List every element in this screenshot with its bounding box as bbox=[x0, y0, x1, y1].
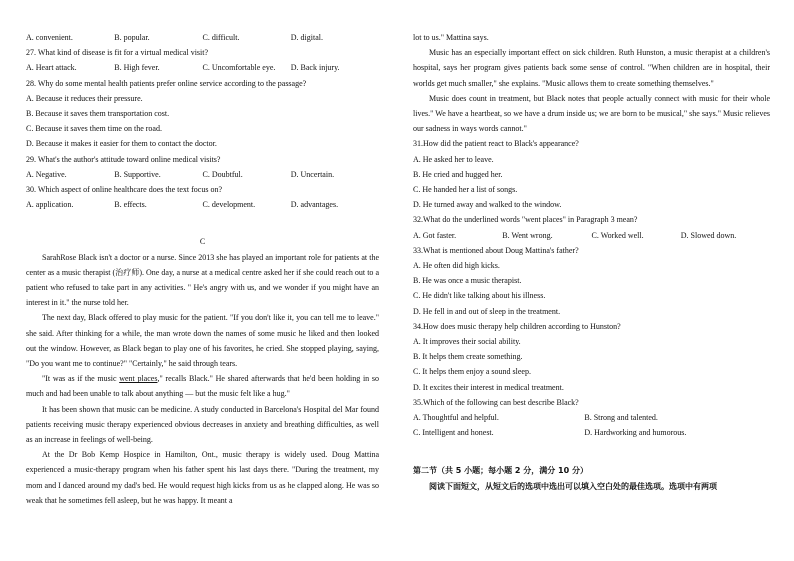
q35-options-row-1 bbox=[413, 410, 770, 425]
q35-option-a[interactable]: A. Thoughtful and helpful. bbox=[413, 413, 499, 423]
section-letter: C bbox=[199, 237, 206, 247]
q33-option-c[interactable]: C. He didn't like talking about his illness. bbox=[413, 291, 546, 301]
passage-paragraph-7: Music does count in treatment, but Black notes that people actually connect with music for their whole lives." We have a heartbeat, so we have a drum inside us; we are born to be musical," she says." Music relieves our sadness in ways words cannot." bbox=[413, 93, 770, 134]
q35-options-row-2 bbox=[413, 425, 770, 440]
q30-stem: 30. Which aspect of online healthcare does the text focus on? bbox=[26, 185, 223, 195]
q29-options bbox=[26, 167, 379, 182]
passage-paragraph-4: It has been shown that music can be medicine. A study conducted in Barcelona's Hospital del Mar found patients receiving music therapy experienced obvious decreases in anxiety and breathing difficulties, as well as an increase in feelings of well-being. bbox=[26, 404, 379, 445]
q35-option-c[interactable]: C. Intelligent and honest. bbox=[413, 428, 494, 438]
q26-option-c[interactable]: C. difficult. bbox=[202, 33, 240, 42]
q31-option-b[interactable]: B. He cried and hugged her. bbox=[413, 169, 503, 179]
q31-option-a[interactable]: A. He asked her to leave. bbox=[413, 154, 494, 164]
q34-stem: 34.How does music therapy help children according to Hunston? bbox=[413, 321, 621, 331]
q27-option-c[interactable]: C. Uncomfortable eye. bbox=[202, 63, 276, 73]
q33-stem: 33.What is mentioned about Doug Mattina's father? bbox=[413, 245, 579, 255]
q34-option-b[interactable]: B. It helps them create something. bbox=[413, 352, 523, 362]
q26-option-d[interactable]: D. digital. bbox=[290, 33, 323, 42]
passage-paragraph-5-cont: lot to us." Mattina says. bbox=[413, 33, 489, 42]
passage-paragraph-1: SarahRose Black isn't a doctor or a nurse. Since 2013 she has played an important role for patients at the center as a music therapist (治疗师). One day, a nurse at a medical centre asked her if she could reach out to a patient who refused to take part in any activities. " He's angry with us, and we wonder if you might have an interest in it." the nurse told her. bbox=[26, 252, 379, 308]
q30-option-a[interactable]: A. application. bbox=[26, 200, 74, 210]
underlined-phrase: went places bbox=[119, 374, 158, 384]
q32-option-b[interactable]: B. Went wrong. bbox=[502, 230, 553, 240]
q30-options bbox=[26, 197, 379, 212]
section-2-title: 第二节（共 5 小题；每小题 2 分，满分 10 分） bbox=[413, 466, 588, 476]
q34-option-a[interactable]: A. It improves their social ability. bbox=[413, 337, 521, 347]
passage-paragraph-6: Music has an especially important effect on sick children. Ruth Hunston, a music therapist at a children's hospital, says her program gives patients back some sense of control. "When children are in hospital, their worlds get much smaller," she explains. "Music allows them to create something themselves." bbox=[413, 48, 770, 88]
q28-stem: 28. Why do some mental health patients prefer online service according to the passage? bbox=[26, 78, 307, 88]
q33-option-d[interactable]: D. He fell in and out of sleep in the treatment. bbox=[413, 306, 561, 316]
section-2-instructions: 阅读下面短文，从短文后的选项中选出可以填入空白处的最佳选项。选项中有两项 bbox=[429, 481, 717, 491]
q29-option-b[interactable]: B. Supportive. bbox=[114, 169, 161, 179]
q27-option-b[interactable]: B. High fever. bbox=[114, 63, 160, 73]
q34-option-c[interactable]: C. It helps them enjoy a sound sleep. bbox=[413, 367, 531, 377]
q26-options bbox=[26, 30, 379, 45]
q27-stem: 27. What kind of disease is fit for a virtual medical visit? bbox=[26, 48, 209, 58]
left-column bbox=[26, 30, 379, 508]
q29-option-c[interactable]: C. Doubtful. bbox=[202, 169, 243, 179]
q32-option-a[interactable]: A. Got faster. bbox=[413, 230, 457, 240]
q33-option-a[interactable]: A. He often did high kicks. bbox=[413, 261, 500, 271]
q35-option-b[interactable]: B. Strong and talented. bbox=[584, 413, 658, 423]
passage-paragraph-5: At the Dr Bob Kemp Hospice in Hamilton, Ont., music therapy is widely used. Doug Mattina experienced a music-therapy program when his father spent his last days there. "During the treatment, my mom and I danced around my dad's bed. He would request high kicks from us as he clapped along. He was so weak that he sometimes fell asleep, but he was happy. It meant a bbox=[26, 450, 379, 505]
q28-option-d[interactable]: D. Because it makes it easier for them to contact the doctor. bbox=[26, 139, 217, 149]
q32-option-c[interactable]: C. Worked well. bbox=[591, 230, 644, 240]
q32-options bbox=[413, 228, 770, 243]
paragraph-3-start: "It was as if the music bbox=[42, 374, 120, 384]
paragraph-3-end: ," recalls Black." He shared afterwards that he'd been holding in so much and had been unable to talk about anything — but the music felt like a hug." bbox=[26, 374, 379, 399]
q34-option-d[interactable]: D. It excites their interest in medical treatment. bbox=[413, 382, 564, 392]
q35-stem: 35.Which of the following can best describe Black? bbox=[413, 397, 579, 407]
q33-option-b[interactable]: B. He was once a music therapist. bbox=[413, 276, 522, 286]
q30-option-c[interactable]: C. development. bbox=[202, 200, 256, 210]
q35-option-d[interactable]: D. Hardworking and humorous. bbox=[584, 428, 687, 438]
q27-options bbox=[26, 60, 379, 75]
q32-option-d[interactable]: D. Slowed down. bbox=[680, 230, 737, 240]
q29-option-d[interactable]: D. Uncertain. bbox=[290, 169, 335, 179]
q28-option-c[interactable]: C. Because it saves them time on the road. bbox=[26, 124, 162, 134]
q29-option-a[interactable]: A. Negative. bbox=[26, 169, 67, 179]
q31-option-c[interactable]: C. He handed her a list of songs. bbox=[413, 185, 518, 195]
q29-stem: 29. What's the author's attitude toward online medical visits? bbox=[26, 154, 221, 164]
q31-stem: 31.How did the patient react to Black's appearance? bbox=[413, 139, 579, 149]
q28-option-b[interactable]: B. Because it saves them transportation cost. bbox=[26, 109, 170, 119]
right-column bbox=[413, 30, 770, 494]
q30-option-d[interactable]: D. advantages. bbox=[290, 200, 339, 210]
q27-option-a[interactable]: A. Heart attack. bbox=[26, 63, 77, 73]
q26-option-b[interactable]: B. popular. bbox=[114, 33, 150, 42]
q31-option-d[interactable]: D. He turned away and walked to the window. bbox=[413, 200, 562, 210]
passage-paragraph-3 bbox=[26, 371, 379, 401]
passage-paragraph-2: The next day, Black offered to play music for the patient. "If you don't like it, you can tell me to leave." she said. After thinking for a while, the man wrote down the names of some music he liked and then looked out the window. However, as Black began to play one of his favorites, he cried. She stopped playing, saying, "Do you want me to continue?" "Certainly," he said through tears. bbox=[26, 313, 379, 369]
q30-option-b[interactable]: B. effects. bbox=[114, 200, 147, 210]
q28-option-a[interactable]: A. Because it reduces their pressure. bbox=[26, 93, 143, 103]
q26-option-a[interactable]: A. convenient. bbox=[26, 33, 73, 42]
q32-stem: 32.What do the underlined words "went places" in Paragraph 3 mean? bbox=[413, 215, 638, 225]
q27-option-d[interactable]: D. Back injury. bbox=[290, 63, 340, 73]
